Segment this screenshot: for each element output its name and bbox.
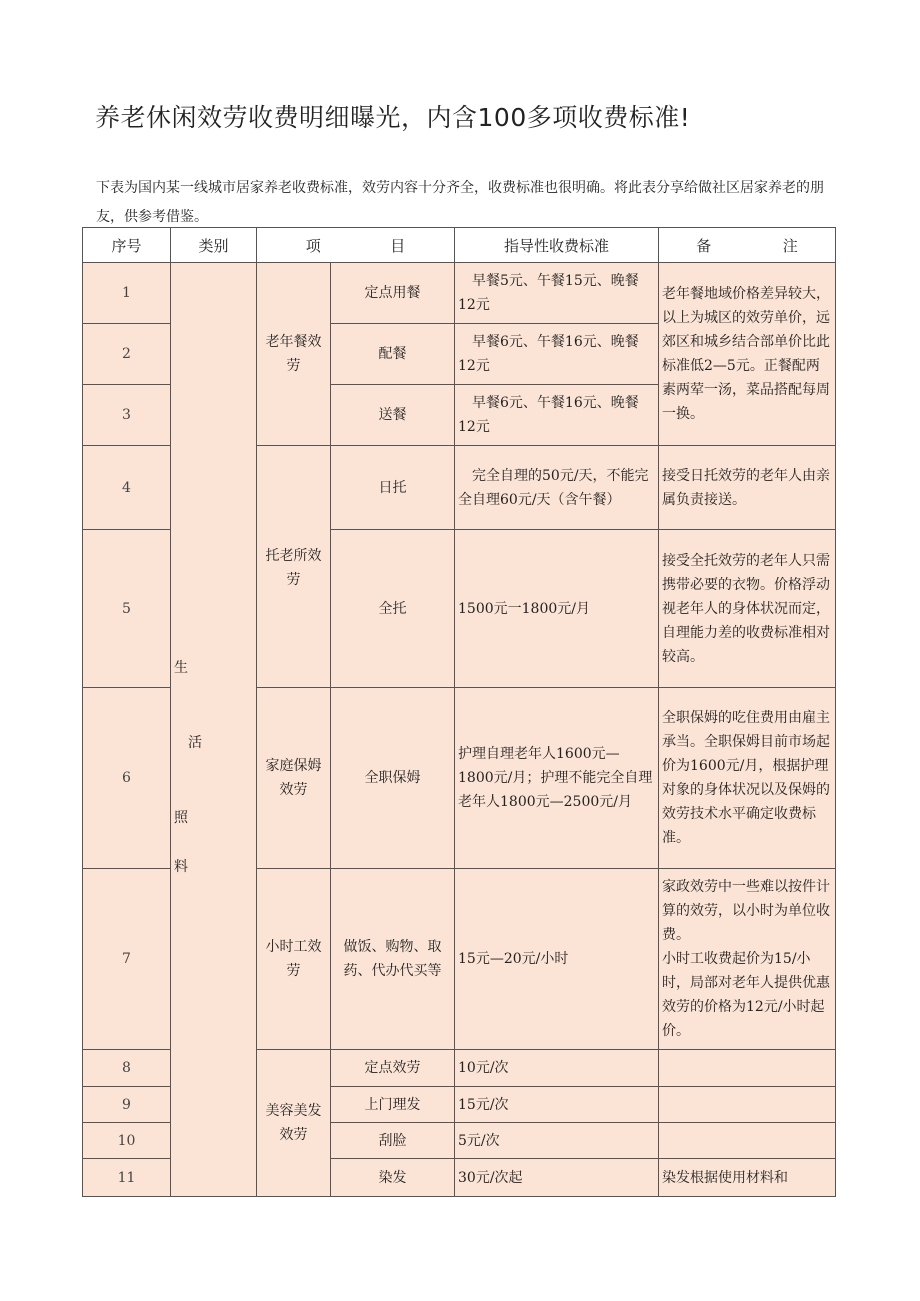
row-standard: 早餐5元、午餐15元、晚餐12元 [455,263,659,324]
group-nanny: 家庭保姆效劳 [257,688,331,869]
remark-nanny: 全职保姆的吃住费用由雇主承当。全职保姆目前市场起价为1600元/月，根据护理对象的身体状况以及保姆的效劳技术水平确定收费标准。 [659,688,836,869]
row-no: 2 [83,324,171,385]
row-no: 3 [83,385,171,446]
remark-hourly [659,869,836,1050]
row-standard: 完全自理的50元/天，不能完全自理60元/天（含午餐） [455,446,659,530]
remark-empty [659,1087,836,1123]
remark-daycare: 接受日托效劳的老年人由亲属负责接送。 [659,446,836,530]
remark-hourly-line-1: 家政效劳中一些难以按件计算的效劳，以小时为单位收费。 [662,879,830,943]
row-standard: 1500元一1800元/月 [455,530,659,688]
row-standard: 15元—20元/小时 [455,869,659,1050]
remark-empty [659,1050,836,1087]
intro-paragraph: 下表为国内某一线城市居家养老收费标准，效劳内容十分齐全，收费标准也很明确。将此表分享给做社区居家养老的朋友，供参考借鉴。 [96,180,824,225]
table-row [83,263,836,324]
category-char-4: 料 [174,859,188,875]
row-item: 染发 [331,1159,455,1197]
row-item: 做饭、购物、取药、代办代买等 [331,869,455,1050]
row-item: 送餐 [331,385,455,446]
row-no: 11 [83,1159,171,1197]
category-char-3: 照 [174,810,188,826]
row-no: 4 [83,446,171,530]
row-item: 全托 [331,530,455,688]
row-item: 定点效劳 [331,1050,455,1087]
row-item: 日托 [331,446,455,530]
header-row [83,228,836,263]
remark-hourly-line-2: 小时工收费起价为15/小时，局部对老年人提供优惠效劳的价格为12元/小时起价。 [662,951,830,1039]
row-standard: 5元/次 [455,1123,659,1159]
header-standard: 指导性收费标准 [455,228,659,263]
group-hourly: 小时工效劳 [257,869,331,1050]
row-item: 全职保姆 [331,688,455,869]
row-no: 7 [83,869,171,1050]
header-remark-a: 备 [696,236,712,255]
row-standard: 10元/次 [455,1050,659,1087]
row-standard: 15元/次 [455,1087,659,1123]
row-no: 8 [83,1050,171,1087]
remark-empty [659,1123,836,1159]
row-item: 刮脸 [331,1123,455,1159]
row-no: 1 [83,263,171,324]
row-standard: 护理自理老年人1600元—1800元/月；护理不能完全自理老年人1800元—2500元/月 [455,688,659,869]
header-remark [659,228,836,263]
header-remark-b: 注 [782,236,798,255]
row-no: 5 [83,530,171,688]
fee-table [82,227,836,1197]
row-item: 配餐 [331,324,455,385]
header-item-b: 目 [390,236,406,255]
page-title: 养老休闲效劳收费明细曝光，内含100多项收费标准! [95,103,691,132]
header-category: 类别 [171,228,257,263]
row-no: 9 [83,1087,171,1123]
header-no: 序号 [83,228,171,263]
remark-meal: 老年餐地域价格差异较大，以上为城区的效劳单价，远郊区和城乡结合部单价比此标准低2—5元。正餐配两素两荤一汤，菜品搭配每周一换。 [659,263,836,446]
row-no: 6 [83,688,171,869]
row-item: 上门理发 [331,1087,455,1123]
row-standard: 30元/次起 [455,1159,659,1197]
category-cell [171,263,257,1197]
group-care: 托老所效劳 [257,446,331,688]
group-meal: 老年餐效劳 [257,263,331,446]
header-item [257,228,455,263]
header-item-a: 项 [305,236,321,255]
row-item: 定点用餐 [331,263,455,324]
category-char-1: 生 [174,660,188,676]
row-no: 10 [83,1123,171,1159]
category-char-2: 活 [188,735,202,751]
row-standard: 早餐6元、午餐16元、晚餐12元 [455,385,659,446]
group-beauty: 美容美发效劳 [257,1050,331,1197]
remark-dye: 染发根据使用材料和 [659,1159,836,1197]
row-standard: 早餐6元、午餐16元、晚餐12元 [455,324,659,385]
remark-fullcare: 接受全托效劳的老年人只需携带必要的衣物。价格浮动视老年人的身体状况而定，自理能力差的收费标准相对较高。 [659,530,836,688]
